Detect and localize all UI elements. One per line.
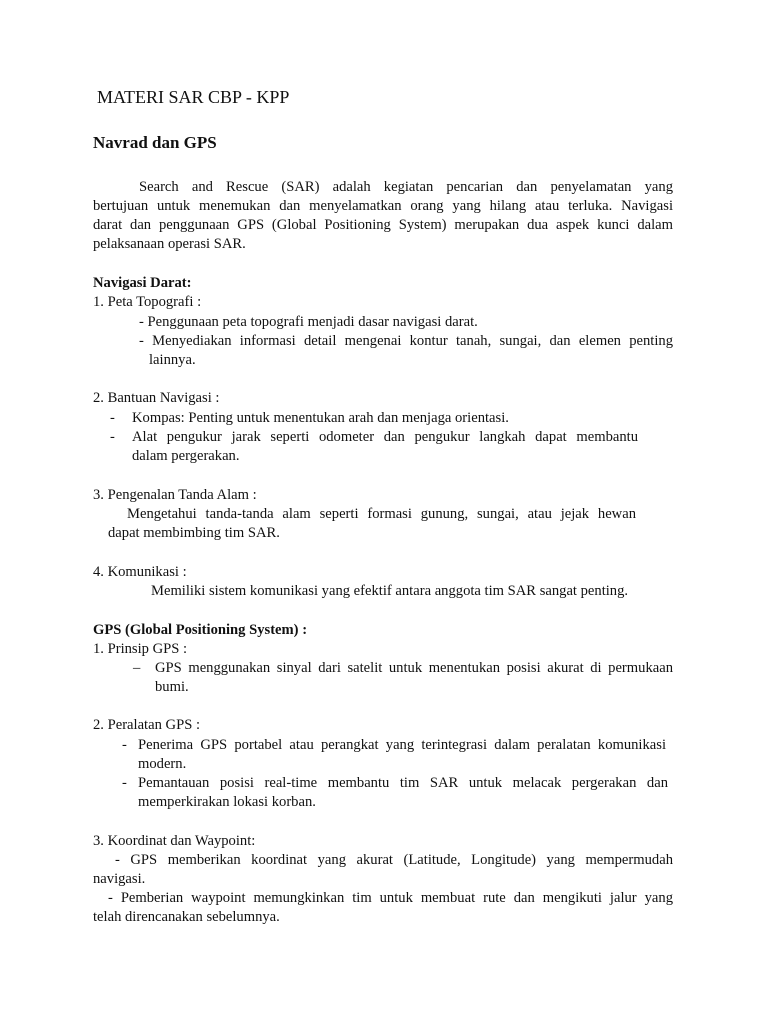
prinsip-gps-title: 1. Prinsip GPS :: [93, 641, 188, 657]
tanda-alam-line-2: dapat membimbing tim SAR.: [108, 525, 280, 541]
peralatan-item-1-line-2: modern.: [138, 756, 187, 772]
bantuan-navigasi-title: 2. Bantuan Navigasi :: [93, 390, 220, 406]
peta-item-1: - Penggunaan peta topografi menjadi dasar navigasi darat.: [139, 314, 478, 330]
peralatan-item-2-line-1: Pemantauan posisi real-time membantu tim SAR untuk melacak pergerakan dan: [138, 775, 668, 791]
section-heading: Navrad dan GPS: [93, 133, 217, 152]
peralatan-item-2-line-2: memperkirakan lokasi korban.: [138, 794, 316, 810]
bantuan-item-2-line-2: dalam pergerakan.: [132, 448, 240, 464]
koordinat-title: 3. Koordinat dan Waypoint:: [93, 833, 256, 849]
document-title: MATERI SAR CBP - KPP: [97, 87, 290, 107]
koordinat-item-2-line-1: - Pemberian waypoint memungkinkan tim untuk membuat rute dan mengikuti jalur yang: [108, 890, 673, 906]
peralatan-gps-title: 2. Peralatan GPS :: [93, 717, 201, 733]
tanda-alam-line-1: Mengetahui tanda-tanda alam seperti formasi gunung, sungai, atau jejak hewan: [127, 506, 636, 522]
intro-line-1: Search and Rescue (SAR) adalah kegiatan pencarian dan penyelamatan yang: [139, 179, 673, 195]
bullet-dash: -: [110, 429, 115, 445]
komunikasi-title: 4. Komunikasi :: [93, 564, 187, 580]
peta-item-2-line-2: lainnya.: [149, 352, 196, 368]
prinsip-item-1-line-1: GPS menggunakan sinyal dari satelit untuk menentukan posisi akurat di permukaan: [155, 660, 673, 676]
peta-topografi-title: 1. Peta Topografi :: [93, 294, 202, 310]
navigasi-darat-heading: Navigasi Darat:: [93, 275, 192, 291]
intro-line-4: pelaksanaan operasi SAR.: [93, 236, 246, 252]
tanda-alam-title: 3. Pengenalan Tanda Alam :: [93, 487, 257, 503]
intro-line-2: bertujuan untuk menemukan dan menyelamatkan orang yang hilang atau terluka. Navigasi: [93, 198, 673, 214]
prinsip-item-1-line-2: bumi.: [155, 679, 189, 695]
bantuan-item-2-line-1: Alat pengukur jarak seperti odometer dan pengukur langkah dapat membantu: [132, 429, 638, 445]
peta-item-2-line-1: - Menyediakan informasi detail mengenai kontur tanah, sungai, dan elemen penting: [139, 333, 673, 349]
bullet-dash: -: [122, 775, 127, 791]
bullet-dash: -: [122, 737, 127, 753]
koordinat-item-1-line-1: - GPS memberikan koordinat yang akurat (Latitude, Longitude) yang mempermudah: [115, 852, 673, 868]
koordinat-item-2-line-2: telah direncanakan sebelumnya.: [93, 909, 280, 925]
bullet-dash: -: [110, 410, 115, 426]
bullet-endash: –: [133, 660, 141, 676]
koordinat-item-1-line-2: navigasi.: [93, 871, 146, 887]
peralatan-item-1-line-1: Penerima GPS portabel atau perangkat yang terintegrasi dalam peralatan komunikasi: [138, 737, 666, 753]
gps-heading: GPS (Global Positioning System) :: [93, 622, 308, 638]
intro-line-3: darat dan penggunaan GPS (Global Positioning System) merupakan dua aspek kunci dalam: [93, 217, 673, 233]
komunikasi-line-1: Memiliki sistem komunikasi yang efektif antara anggota tim SAR sangat penting.: [151, 583, 629, 599]
bantuan-item-1: Kompas: Penting untuk menentukan arah dan menjaga orientasi.: [132, 410, 509, 426]
